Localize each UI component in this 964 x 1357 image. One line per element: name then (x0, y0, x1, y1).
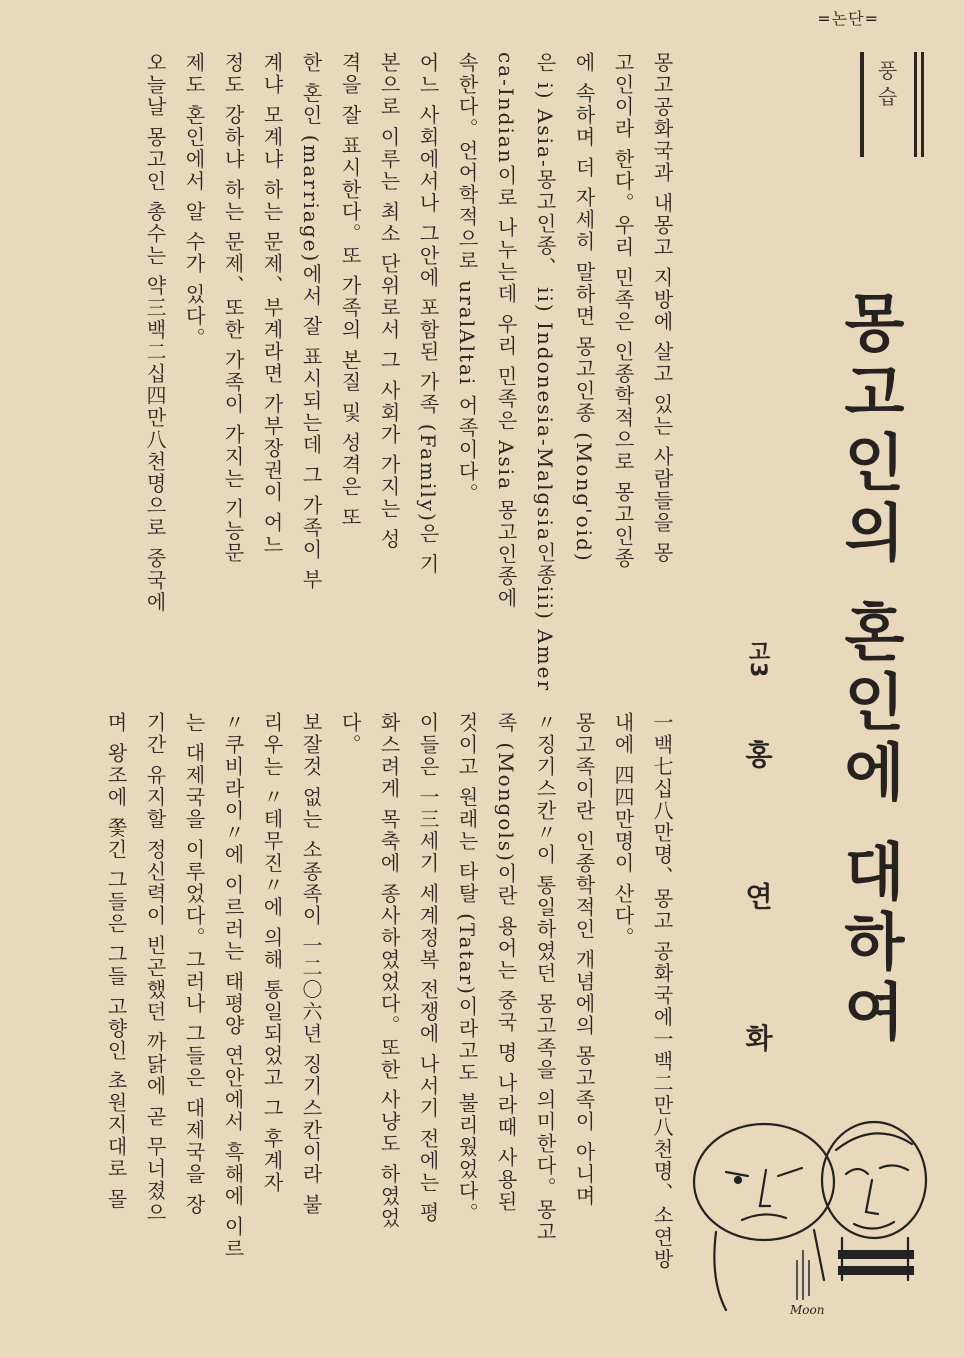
category-rule-left (860, 52, 864, 157)
text-column: 오늘날 몽고인 총수는 약三백二십四만八천명으로 중국에 (143, 52, 167, 614)
text-column: 보잘것 없는 소종족이 一二〇六년 징기스칸이라 불 (299, 712, 323, 1216)
text-column: 고인이라 한다。우리 민족은 인종학적으로 몽고인종 (611, 52, 635, 570)
text-column: 본으로 이루는 최소 단위로서 그 사회가 가지는 성 (377, 52, 401, 551)
article-title: 몽고인의 혼인에 대하여 (833, 290, 906, 1050)
text-column: 은 i) Asia-몽고인종、 ii) Indonesia-Malgsia인종iii) Amer (533, 52, 557, 693)
text-column: ca-Indian이로 나누는데 우리 민족은 Asia 몽고인종에 (494, 52, 518, 610)
text-column: 〃징기스칸〃이 통일하였던 몽고족을 의미한다。몽고 (533, 712, 557, 1244)
text-column: 격을 잘 표시한다。또 가족의 본질 및 성격은 또 (338, 52, 362, 529)
section-label: =논단= (817, 9, 879, 28)
text-column: 족 (Mongols)이란 용어는 중국 명 나라때 사용된 (494, 712, 518, 1213)
text-column: 리우는 〃테무진〃에 의해 통일되었고 그 후계자 (260, 712, 284, 1194)
illustration-signature: Moon (790, 1303, 825, 1317)
text-column: 속한다。언어학적으로 uralAltai 어족이다。 (455, 52, 479, 505)
text-column: 기간 유지할 정신력이 빈곤했던 까닭에 곧 무너졌으 (143, 712, 167, 1225)
category-rule-right-2 (921, 52, 924, 157)
text-column: 몽고족이란 인종학적인 개념에의 몽고족이 아니며 (572, 712, 596, 1208)
text-column: 어느 사회에서나 그안에 포함된 가족 (Family)은 기 (416, 52, 440, 576)
text-column: 계냐 모계냐 하는 문제、부계라면 가부장권이 어느 (260, 52, 284, 556)
text-column: 다。 (338, 712, 362, 756)
text-column: 이들은 一三세기 세계정복 전쟁에 나서기 전에는 평 (416, 712, 440, 1225)
text-column: 〃쿠비라이〃에 이르러는 태평양 연안에서 흑해에 이르 (221, 712, 245, 1260)
text-column: 몽고공화국과 내몽고 지방에 살고 있는 사람들을 몽 (650, 52, 674, 565)
text-column: 한 혼인 (marriage)에서 잘 표시되는데 그 가족이 부 (299, 52, 323, 592)
text-column: 화스려게 목축에 종사하였었다。또한 사냥도 하였었 (377, 712, 401, 1230)
text-column: 에 속하며 더 자세히 말하면 몽고인종 (Mong'oid) (572, 52, 596, 563)
text-column: 정도 강하냐 하는 문제、또한 가족이 가지는 기능문 (221, 52, 245, 565)
text-column: 내에 四四만명이 산다。 (611, 712, 635, 949)
text-column: 는 대제국을 이루었다。그러나 그들은 대제국을 장 (182, 712, 206, 1216)
text-column: 며 왕조에 쫓긴 그들은 그들 고향인 초원지대로 몰 (104, 712, 128, 1211)
category-rule-right (914, 52, 917, 157)
author-grade: 고3 (745, 640, 770, 678)
text-column: 제도 혼인에서 알 수가 있다。 (182, 52, 206, 350)
couple-illustration (686, 1110, 926, 1322)
text-column: 一백七십八만명、몽고 공화국에一백二만八천명、소연방 (650, 712, 674, 1271)
text-column: 것이고 원래는 타탈 (Tatar)이라고도 불리웠었다。 (455, 712, 479, 1225)
author-name: 홍 연 화 (741, 740, 774, 1104)
article-category: 풍습 (874, 60, 898, 112)
